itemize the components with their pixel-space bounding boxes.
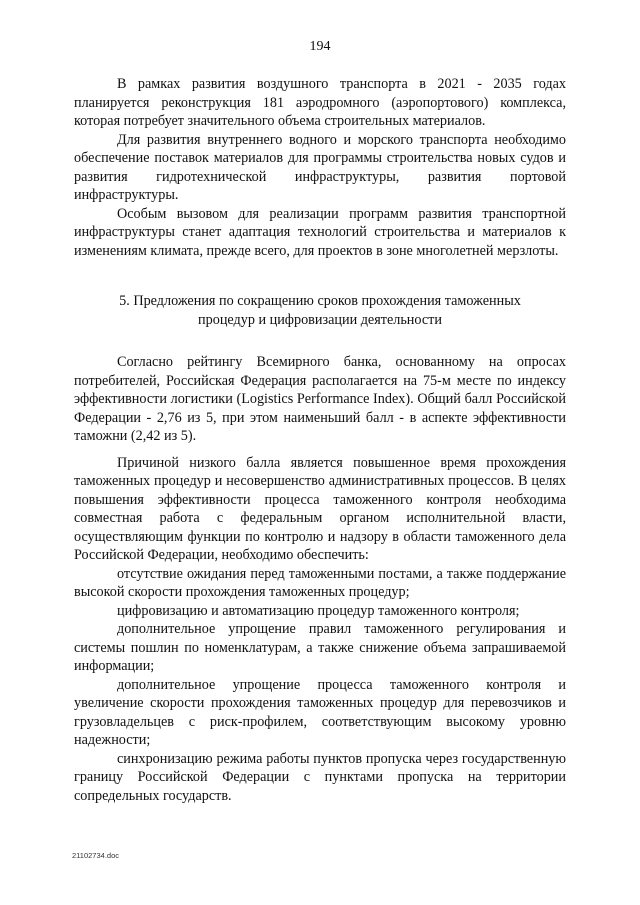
- paragraph: Особым вызовом для реализации программ развития транспортной инфраструктуры станет адаптация технологий строительства и материалов к изменениям климата, прежде всего, для проектов в зоне многолетней мерзлоты.: [74, 205, 566, 259]
- paragraph: Для развития внутреннего водного и морского транспорта необходимо обеспечение поставок материалов для программы строительства новых судов и развития гидротехнической инфраструктуры, развития портовой инфраструктуры.: [74, 131, 566, 203]
- paragraph: Согласно рейтингу Всемирного банка, основанному на опросах потребителей, Российская Федерация располагается на 75-м месте по индексу эффективности логистики (Logistics Performance Index). Общий балл Российской Федерации - 2,76 из 5, при этом наименьший балл - в аспекте эффективности таможни (2,42 из 5).: [74, 354, 566, 444]
- page-number: 194: [309, 39, 331, 54]
- list-item: цифровизацию и автоматизацию процедур таможенного контроля;: [117, 602, 520, 619]
- list-item: дополнительное упрощение процесса таможенного контроля и увеличение скорости прохождения таможенных процедур для перевозчиков и грузовладельцев с риск-профилем, соответствующим высокому уровню надежности;: [74, 676, 566, 748]
- footer-filename: 21102734.doc: [72, 851, 119, 860]
- list-item: отсутствие ожидания перед таможенными постами, а также поддержание высокой скорости прохождения таможенных процедур;: [74, 565, 566, 600]
- section-heading-line: 5. Предложения по сокращению сроков прохождения таможенных: [119, 293, 521, 309]
- section-heading: [74, 292, 566, 329]
- paragraph: В рамках развития воздушного транспорта в 2021 - 2035 годах планируется реконструкция 181 аэродромного (аэропортового) комплекса, которая потребует значительного объема строительных материалов.: [74, 76, 566, 129]
- document-body: [74, 75, 566, 805]
- paragraph: Причиной низкого балла является повышенное время прохождения таможенных процедур и несовершенство административных процессов. В целях повышения эффективности процесса таможенного контроля необходима совместная работа с федеральным органом исполнительной власти, осуществляющим функции по контролю и надзору в области таможенного дела Российской Федерации, необходимо обеспечить:: [74, 454, 566, 563]
- list-item: синхронизацию режима работы пунктов пропуска через государственную границу Российской Федерации с пунктами пропуска на территории сопредельных государств.: [74, 750, 566, 804]
- section-heading-line: процедур и цифровизации деятельности: [198, 311, 442, 328]
- list-item: дополнительное упрощение правил таможенного регулирования и системы пошлин по номенклатурам, а также снижение объема запрашиваемой информации;: [74, 621, 566, 674]
